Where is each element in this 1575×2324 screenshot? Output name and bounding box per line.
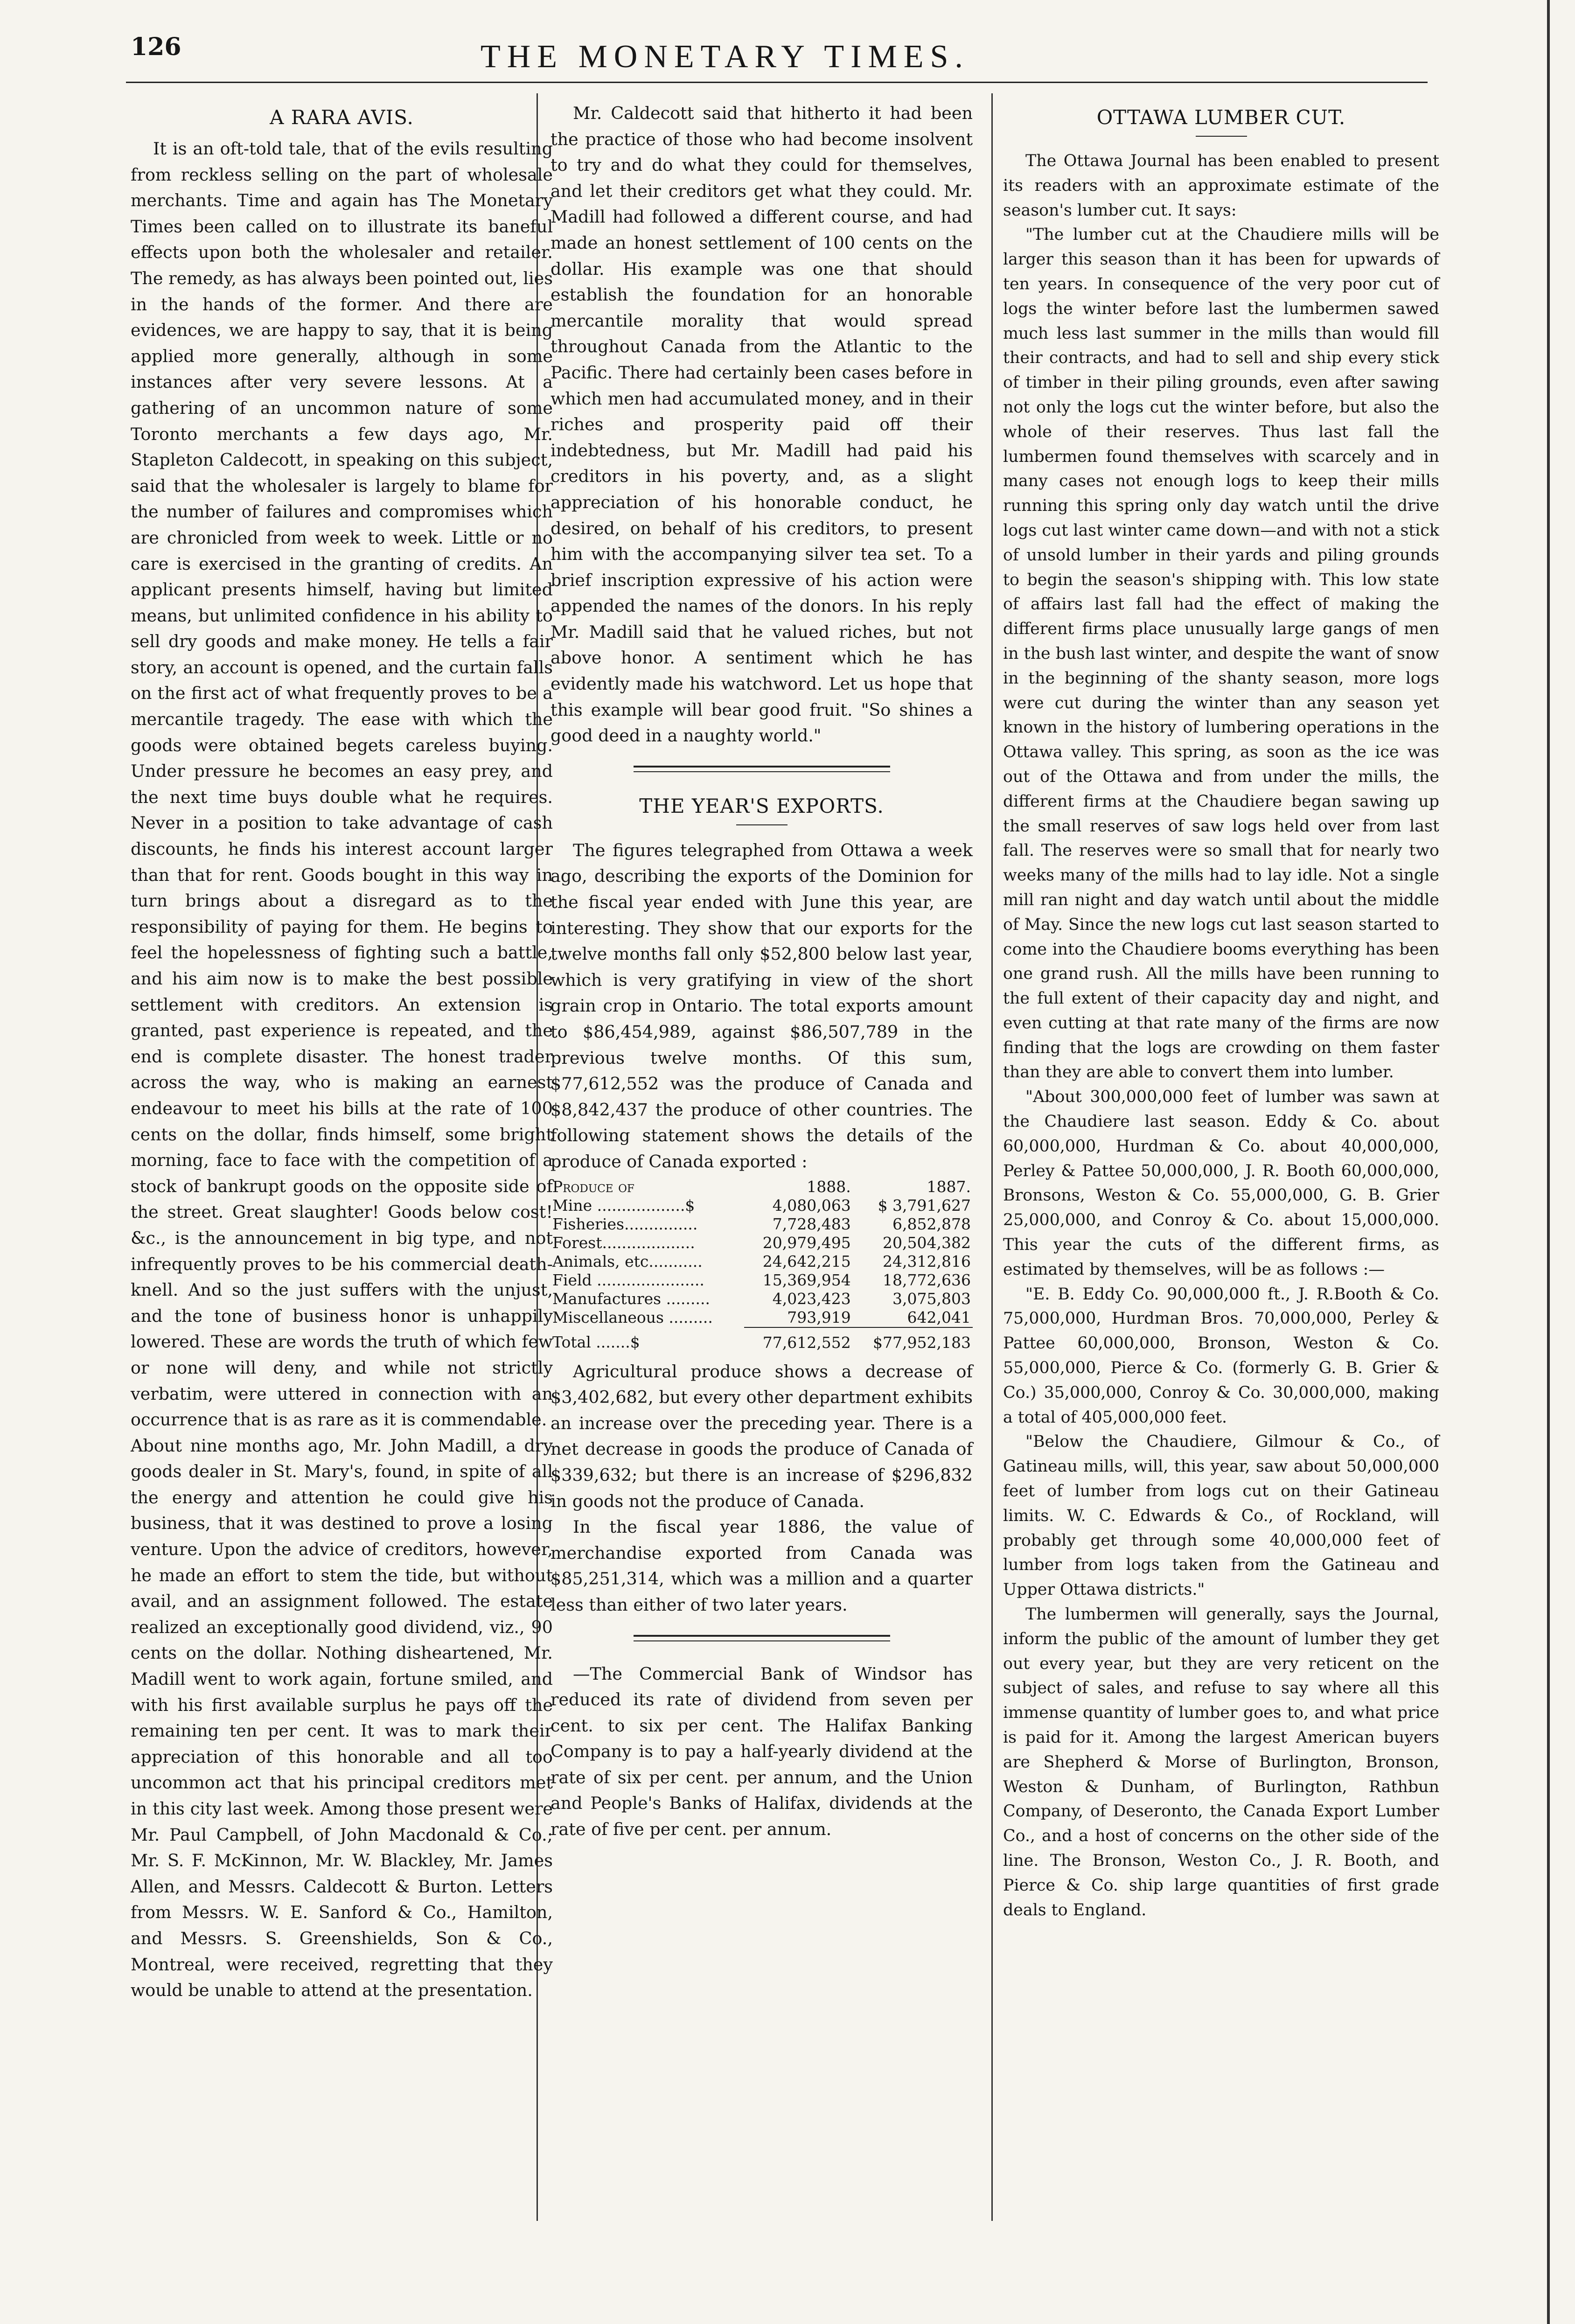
table-row	[551, 1215, 973, 1234]
lumber-paragraph: The Ottawa Journal has been enabled to present its readers with an approximate estimate of the season's lumber cut. It says:	[1003, 152, 1439, 220]
article-title-rara-avis: A RARA AVIS.	[270, 106, 414, 129]
lumber-paragraph: The lumbermen will generally, says the Journal, inform the public of the amount of lumber they get out every year, but they are very reticent on the subject of sales, and refuse to say where all this immense quantity of lumber goes to, and what price is paid for it. Among the largest American buyers are Shepherd & Morse of Burlington, Bronson, Weston & Dunham, of Burlington, Rathbun Company, of Deseronto, the Canada Export Lumber Co., and a host of concerns on the other side of the line. The Bronson, Weston Co., J. R. Booth, and Pierce & Co. ship large quantities of first grade deals to England.	[1003, 1605, 1439, 1919]
table-row	[551, 1234, 973, 1252]
table-row	[551, 1271, 973, 1290]
lumber-paragraph: "About 300,000,000 feet of lumber was sawn at the Chaudiere last season. Eddy & Co. about 60,000,000, Hurdman & Co. about 40,000,000, Perley & Pattee 50,000,000, J. R. Booth 60,000,000, Bronsons, Weston & Co. 55,000,000, G. B. Grier 25,000,000, and Conroy & Co. about 15,000,000. This year the cuts of the different firms, as estimated by themselves, will be as follows :—	[1003, 1088, 1439, 1279]
table-cell: Total .......$	[552, 1333, 640, 1352]
table-cell: 7,728,483	[772, 1214, 851, 1233]
table-cell: 24,642,215	[762, 1252, 851, 1270]
rara-avis-paragraph: It is an oft-told tale, that of the evils resulting from reckless selling on the part of wholesale merchants. Time and again has The Monetary Times been called on to illustrate its baneful effects upon both the wholesaler and retailer. The remedy, as has always been pointed out, lies in the hands of the former. And there are evidences, we are happy to say, that it is being applied more generally, although in some instances after very severe lessons. At a gathering of an uncommon nature of some Toronto merchants a few days ago, Mr. Stapleton Caldecott, in speaking on this subject, said that the wholesaler is largely to blame for the number of failures and compromises which are chronicled from week to week. Little or no care is exercised in the granting of credits. An applicant presents himself, having but limited means, but unlimited confidence in his ability to sell dry goods and make money. He tells a fair story, an account is opened, and the curtain falls on the first act of what frequently proves to be a mercantile tragedy. The ease with which the goods were obtained begets careless buying. Under pressure he becomes an easy prey, and the next time buys double what he requires. Never in a position to take advantage of cash discounts, he finds his interest account larger than that for rent. Goods bought in this way in turn brings about a disregard as to the responsibility of paying for them. He begins to feel the hopelessness of fighting such a battle, and his aim now is to make the best possible settlement with creditors. An extension is granted, past experience is repeated, and the end is complete disaster. The honest trader across the way, who is making an earnest endeavour to meet his bills at the rate of 100 cents on the dollar, finds himself, some bright morning, face to face with the competition of a stock of bankrupt goods on the opposite side of the street. Great slaughter! Goods below cost! &c., is the announcement in big type, and not infrequently proves to be his commercial death-knell. And so the just suffers with the unjust, and the tone of business honor is unhappily lowered. These are words the truth of which few or none will deny, and while not strictly verbatim, were uttered in connection with an occurrence that is as rare as it is commendable.	[131, 139, 553, 1430]
exports-paragraph: In the fiscal year 1886, the value of merchandise exported from Canada was $85,251,314, which was a million and a quarter less than either of two later years.	[551, 1517, 973, 1615]
section-divider	[634, 766, 890, 772]
table-total-row	[551, 1327, 973, 1352]
column-1	[131, 100, 553, 2003]
table-cell: 77,612,552	[744, 1327, 852, 1352]
table-cell: 24,312,816	[883, 1252, 971, 1270]
column-header: 1887.	[927, 1177, 971, 1196]
table-cell: 18,772,636	[883, 1270, 971, 1289]
column-2	[551, 100, 973, 1842]
rara-avis-paragraph: Mr. Caldecott said that hitherto it had been the practice of those who had become insolvent to try and do what they could for themselves, and let their creditors get what they could. Mr. Madill had followed a different course, and had made an honest settlement of 100 cents on the dollar. His example was one that should establish the foundation for an honorable mercantile morality that would spread throughout Canada from the Atlantic to the Pacific. There had certainly been cases before in which men had accumulated money, and in their riches and prosperity paid off their indebtedness, but Mr. Madill had paid his creditors in his poverty, and, as a slight appreciation of his honorable conduct, he desired, on behalf of his creditors, to present him with the accompanying silver tea set. To a brief inscription expressive of his action were appended the names of the donors. In his reply Mr. Madill said that he valued riches, but not above honor. A sentiment which he has evidently made his watchword. Let us hope that this example will bear good fruit. "So shines a good deed in a naughty world."	[551, 103, 973, 746]
page-number: 126	[131, 33, 181, 61]
table-cell: Miscellaneous .........	[552, 1308, 713, 1327]
article-title-lumber: OTTAWA LUMBER CUT.	[1096, 106, 1346, 129]
lumber-paragraph: "E. B. Eddy Co. 90,000,000 ft., J. R.Booth & Co. 75,000,000, Hurdman Bros. 70,000,000, Perley & Pattee 60,000,000, Bronson, Weston & Co. 55,000,000, Pierce & Co. (formerly G. B. Grier & Co.) 35,000,000, Conroy & Co. 30,000,000, making a total of 405,000,000 feet.	[1003, 1284, 1439, 1427]
title-rule	[736, 824, 788, 825]
table-row	[551, 1308, 973, 1327]
table-cell: Forest...................	[552, 1233, 695, 1252]
table-cell: Mine ..................$	[552, 1196, 695, 1214]
table-cell: Manufactures .........	[552, 1289, 710, 1308]
table-row	[551, 1290, 973, 1308]
column-header: Produce of	[552, 1177, 634, 1196]
column-divider	[991, 93, 993, 2221]
header-rule	[126, 82, 1428, 83]
exports-intro: The figures telegraphed from Ottawa a week ago, describing the exports of the Dominion for the fiscal year ended with June this year, are interesting. They show that our exports for the twelve months fall only $52,800 below last year, which is very gratifying in view of the short grain crop in Ontario. The total exports amount to $86,454,989, against $86,507,789 in the previous twelve months. Of this sum, $77,612,552 was the produce of Canada and $8,842,437 the produce of other countries. The following statement shows the details of the produce of Canada exported :	[551, 840, 973, 1172]
lumber-paragraph: "Below the Chaudiere, Gilmour & Co., of Gatineau mills, will, this year, saw about 50,000,000 feet of lumber from logs cut on their Gatineau limits. W. C. Edwards & Co., of Rockland, will probably get through some 40,000,000 feet of lumber from logs taken from the Gatineau and Upper Ottawa districts."	[1003, 1432, 1439, 1599]
table-cell: 3,075,803	[892, 1289, 971, 1308]
article-title-exports: THE YEAR'S EXPORTS.	[639, 794, 884, 817]
masthead: THE MONETARY TIMES.	[481, 39, 969, 75]
rara-avis-paragraph: About nine months ago, Mr. John Madill, a dry goods dealer in St. Mary's, found, in spite of all the energy and attention he could give his business, that it was destined to prove a losing venture. Upon the advice of creditors, however, he made an effort to stem the tide, but without avail, and an assignment followed. The estate realized an exceptionally good dividend, viz., 90 cents on the dollar. Nothing disheartened, Mr. Madill went to work again, fortune smiled, and with his first available surplus he pays off the remaining ten per cent. It was to mark their appreciation of this honorable and all too uncommon act that his principal creditors met in this city last week. Among those present were Mr. Paul Campbell, of John Macdonald & Co.; Mr. S. F. McKinnon, Mr. W. Blackley, Mr. James Allen, and Messrs. Caldecott & Burton. Letters from Messrs. W. E. Sanford & Co., Hamilton, and Messrs. S. Greenshields, Son & Co., Montreal, were received, regretting that they would be unable to attend at the presentation.	[131, 1435, 553, 2001]
table-cell: 793,919	[787, 1308, 851, 1326]
title-rule	[1196, 136, 1247, 137]
table-cell: $77,952,183	[853, 1327, 973, 1352]
table-cell: 20,504,382	[883, 1233, 971, 1252]
table-cell: Field ......................	[552, 1270, 704, 1289]
table-row	[551, 1196, 973, 1215]
table-cell: 20,979,495	[762, 1233, 851, 1252]
table-cell: 15,369,954	[762, 1270, 851, 1289]
exports-table-header	[551, 1178, 973, 1196]
exports-paragraph: Agricultural produce shows a decrease of $3,402,682, but every other department exhibits an increase over the preceding year. There is a net decrease in goods the produce of Canada of $339,632; but there is an increase of $296,832 in goods not the produce of Canada.	[551, 1361, 973, 1511]
table-cell: 4,023,423	[772, 1289, 851, 1308]
table-cell: Animals, etc...........	[552, 1252, 703, 1270]
table-cell: 642,041	[907, 1308, 971, 1326]
table-cell: Fisheries...............	[552, 1214, 698, 1233]
section-divider	[634, 1635, 890, 1641]
column-header: 1888.	[807, 1177, 851, 1196]
binding-edge	[1547, 0, 1550, 2324]
column-3	[1003, 100, 1439, 1922]
commercial-bank-item: —The Commercial Bank of Windsor has reduced its rate of dividend from seven per cent. to six per cent. The Halifax Banking Company is to pay a half-yearly dividend at the rate of six per cent. per annum, and the Union and People's Banks of Halifax, dividends at the rate of five per cent. per annum.	[551, 1663, 973, 1840]
exports-table	[551, 1178, 973, 1352]
table-row	[551, 1252, 973, 1271]
table-cell: 4,080,063	[772, 1196, 851, 1214]
table-cell: 6,852,878	[892, 1214, 971, 1233]
table-cell: $ 3,791,627	[878, 1196, 971, 1214]
lumber-paragraph: "The lumber cut at the Chaudiere mills will be larger this season than it has been for upwards of ten years. In consequence of the very poor cut of logs the winter before last the lumbermen sawed much less last summer in the mills than would fill their contracts, and had to sell and ship every stick of timber in their piling grounds, even after sawing not only the logs cut the winter before, but also the whole of their reserves. Thus last fall the lumbermen found themselves with scarcely and in many cases not enough logs to keep their mills running this spring only day watch until the drive logs cut last winter came down—and with not a stick of unsold lumber in their yards and piling grounds to begin the season's shipping with. This low state of affairs last fall had the effect of making the different firms place unusually large gangs of men in the bush last winter, and despite the want of snow in the beginning of the shanty season, more logs were cut during the winter than any season yet known in the history of lumbering operations in the Ottawa valley. This spring, as soon as the ice was out of the Ottawa and from under the mills, the different firms at the Chaudiere began sawing up the small reserves of saw logs held over from last fall. The reserves were so small that for nearly two weeks many of the mills had to lay idle. Not a single mill ran night and day watch until about the middle of May. Since the new logs cut last season started to come into the Chaudiere booms everything has been one grand rush. All the mills have been running to the full extent of their capacity day and night, and even cutting at that rate many of the firms are now finding that the logs are crowding on them faster than they are able to convert them into lumber.	[1003, 225, 1439, 1082]
